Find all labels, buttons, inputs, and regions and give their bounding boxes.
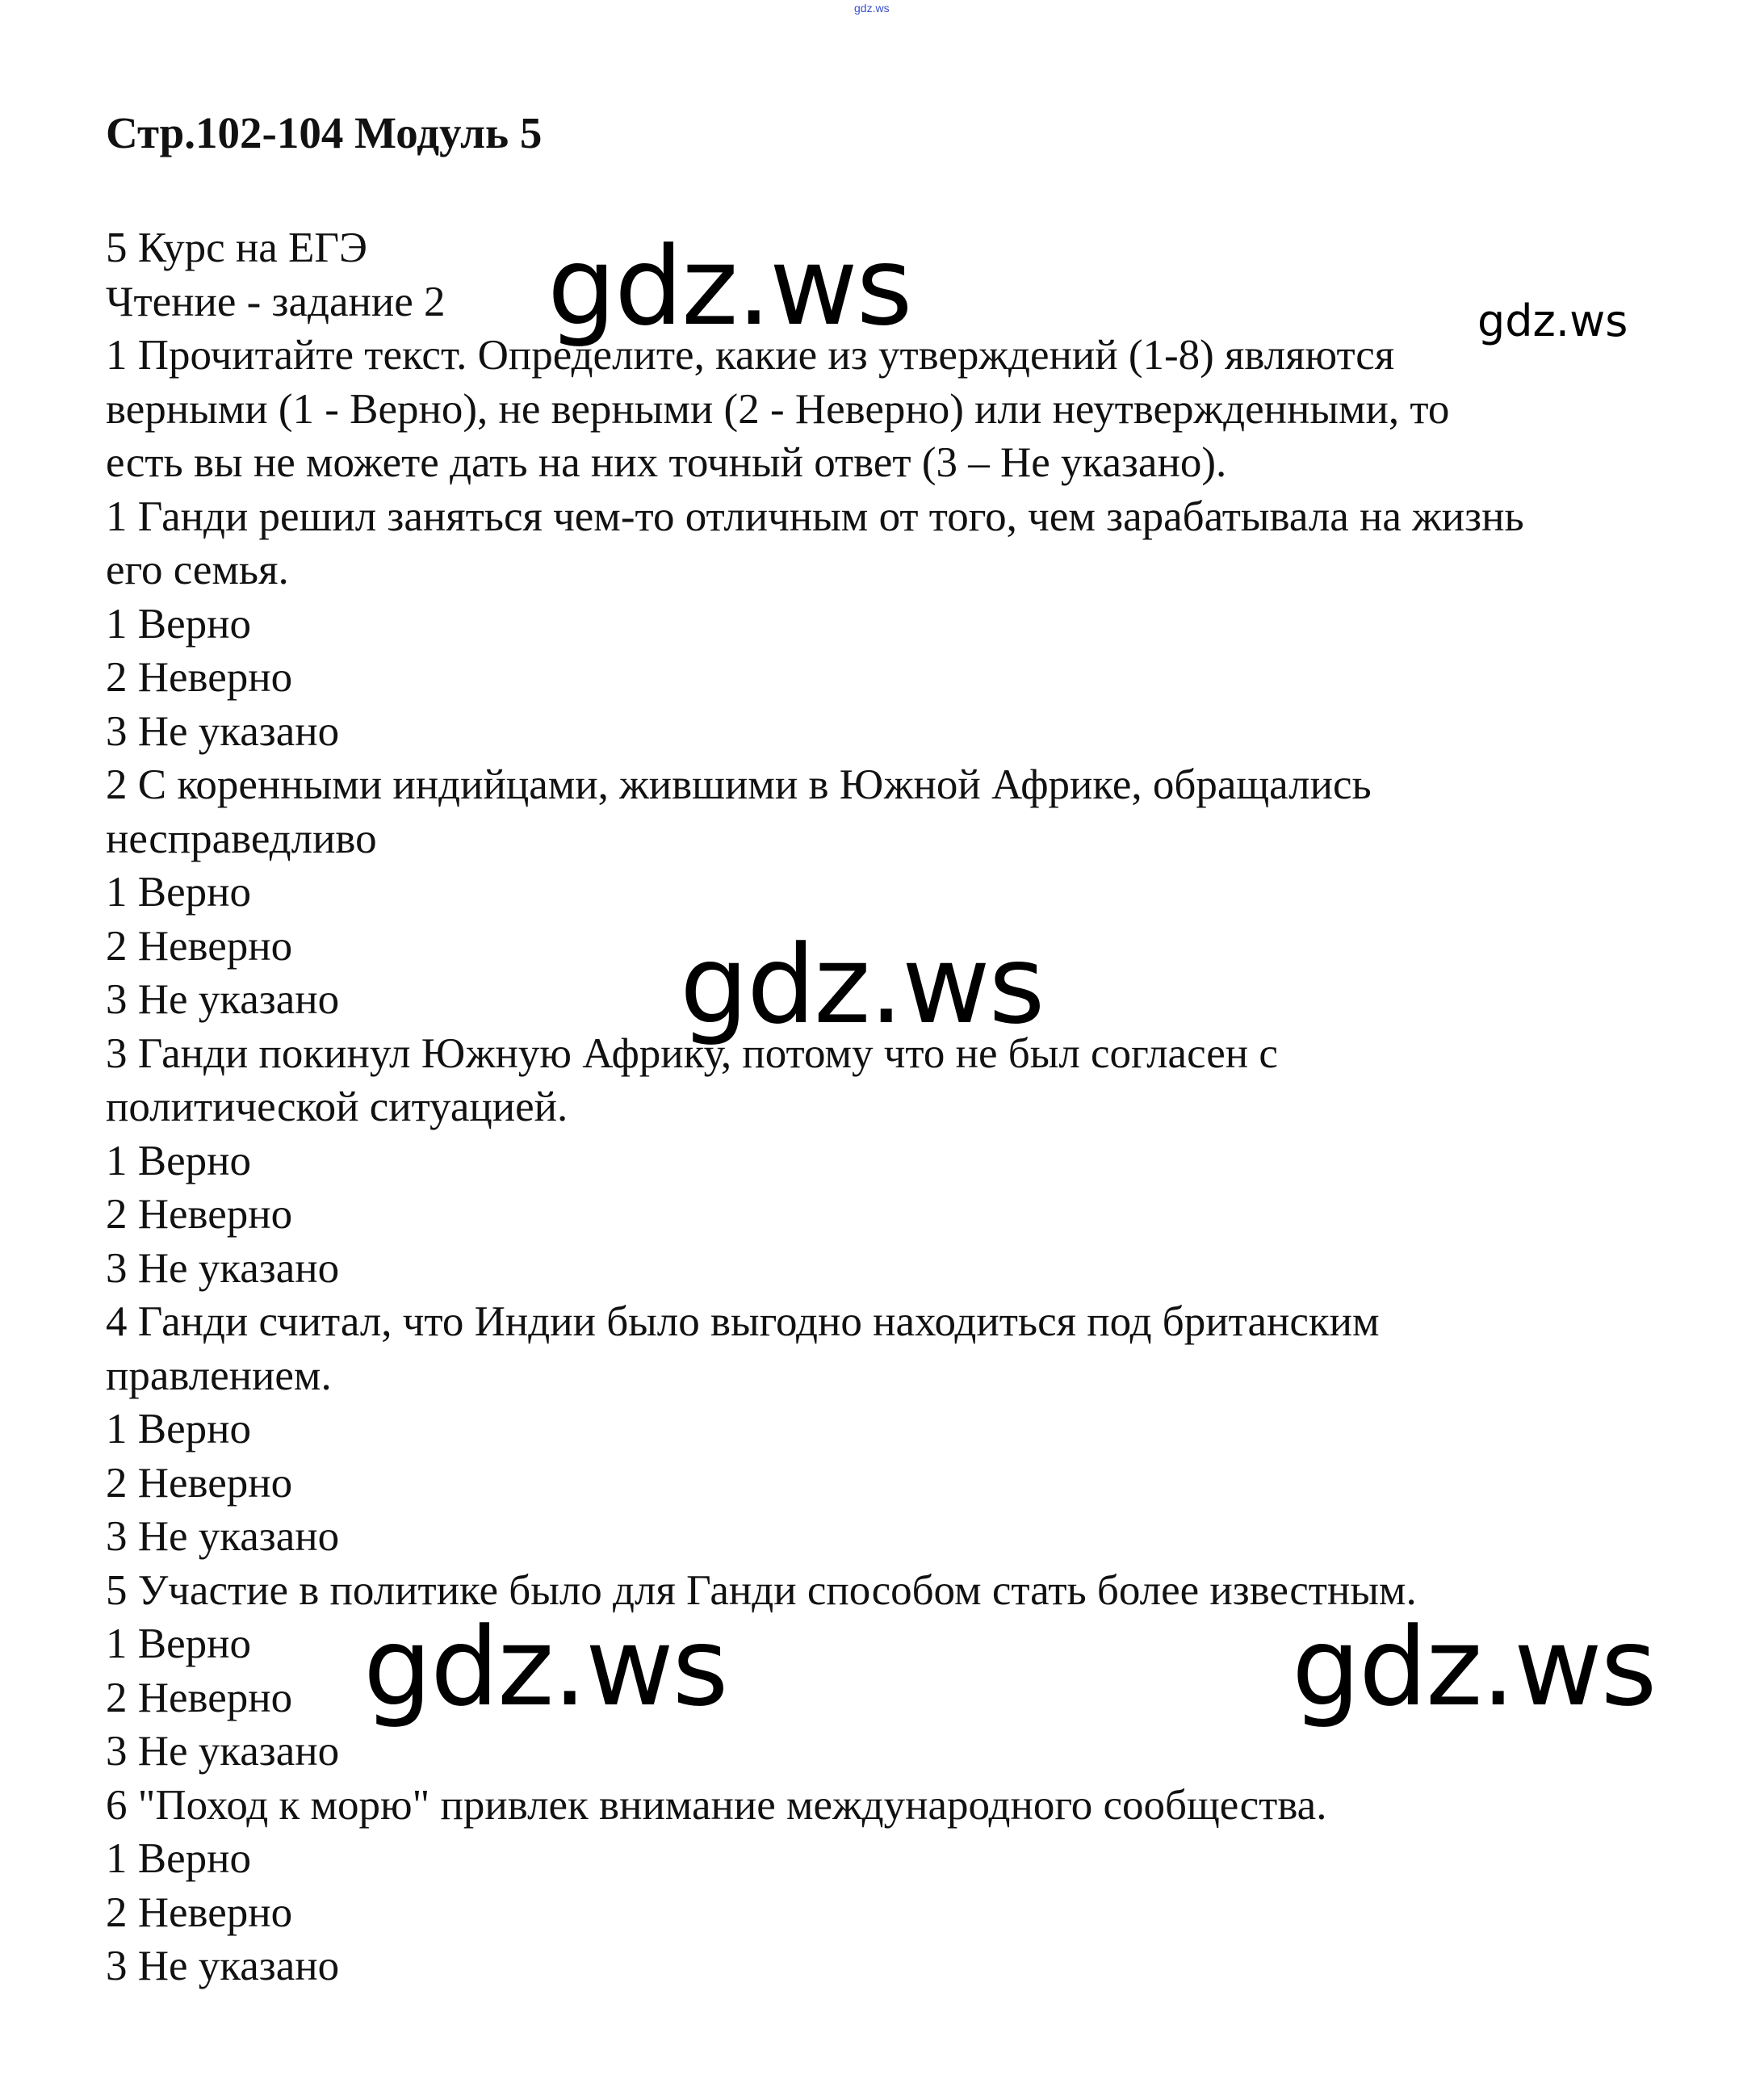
statement-1: 1 Ганди решил заняться чем-то отличным от того, чем зарабатывала на жизнь	[106, 493, 1524, 540]
instruction-line: 1 Прочитайте текст. Определите, какие из утверждений (1-8) являются	[106, 332, 1395, 379]
watermark: gdz.ws	[1477, 296, 1628, 346]
statement-6: 6 "Поход к морю" привлек внимание международного сообщества.	[106, 1781, 1327, 1829]
statement-2: 2 С коренными индийцами, жившими в Южной Африке, обращались	[106, 761, 1372, 808]
option-true: 1 Верно	[106, 1835, 251, 1882]
option-false: 2 Неверно	[106, 654, 293, 701]
task-heading: Чтение - задание 2	[106, 278, 446, 325]
watermark: gdz.ws	[680, 922, 1044, 1048]
instruction-line: есть вы не можете дать на них точный ответ (3 – Не указано).	[106, 439, 1227, 486]
option-not-stated: 3 Не указано	[106, 1513, 340, 1560]
page-title: Стр.102-104 Модуль 5	[106, 108, 543, 157]
statement-4: 4 Ганди считал, что Индии было выгодно находиться под британским	[106, 1298, 1380, 1345]
option-not-stated: 3 Не указано	[106, 976, 340, 1023]
option-false: 2 Неверно	[106, 1459, 293, 1507]
section-heading: 5 Курс на ЕГЭ	[106, 224, 368, 271]
statement-5: 5 Участие в политике было для Ганди способом стать более известным.	[106, 1566, 1417, 1614]
watermark: gdz.ws	[363, 1604, 727, 1730]
option-not-stated: 3 Не указано	[106, 1244, 340, 1292]
option-not-stated: 3 Не указано	[106, 1943, 340, 1989]
option-false: 2 Неверно	[106, 1888, 293, 1936]
option-false: 2 Неверно	[106, 1674, 293, 1721]
watermark: gdz.ws	[1292, 1604, 1656, 1730]
option-not-stated: 3 Не указано	[106, 707, 340, 755]
statement-1-cont: его семья.	[106, 547, 289, 593]
option-true: 1 Верно	[106, 869, 251, 916]
option-true: 1 Верно	[106, 600, 251, 648]
instruction-line: верными (1 - Верно), не верными (2 - Неверно) или неутвержденными, то	[106, 385, 1450, 433]
option-true: 1 Верно	[106, 1406, 251, 1452]
option-not-stated: 3 Не указано	[106, 1728, 340, 1775]
option-true: 1 Верно	[106, 1620, 251, 1667]
option-true: 1 Верно	[106, 1137, 251, 1184]
watermark: gdz.ws	[547, 224, 911, 350]
statement-3: 3 Ганди покинул Южную Африку, потому что не был согласен с	[106, 1029, 1278, 1077]
option-false: 2 Неверно	[106, 922, 293, 970]
statement-3-cont: политической ситуацией.	[106, 1084, 568, 1130]
statement-4-cont: правлением.	[106, 1352, 332, 1399]
top-watermark: gdz.ws	[854, 2, 890, 15]
option-false: 2 Неверно	[106, 1191, 293, 1238]
statement-2-cont: несправедливо	[106, 815, 377, 862]
